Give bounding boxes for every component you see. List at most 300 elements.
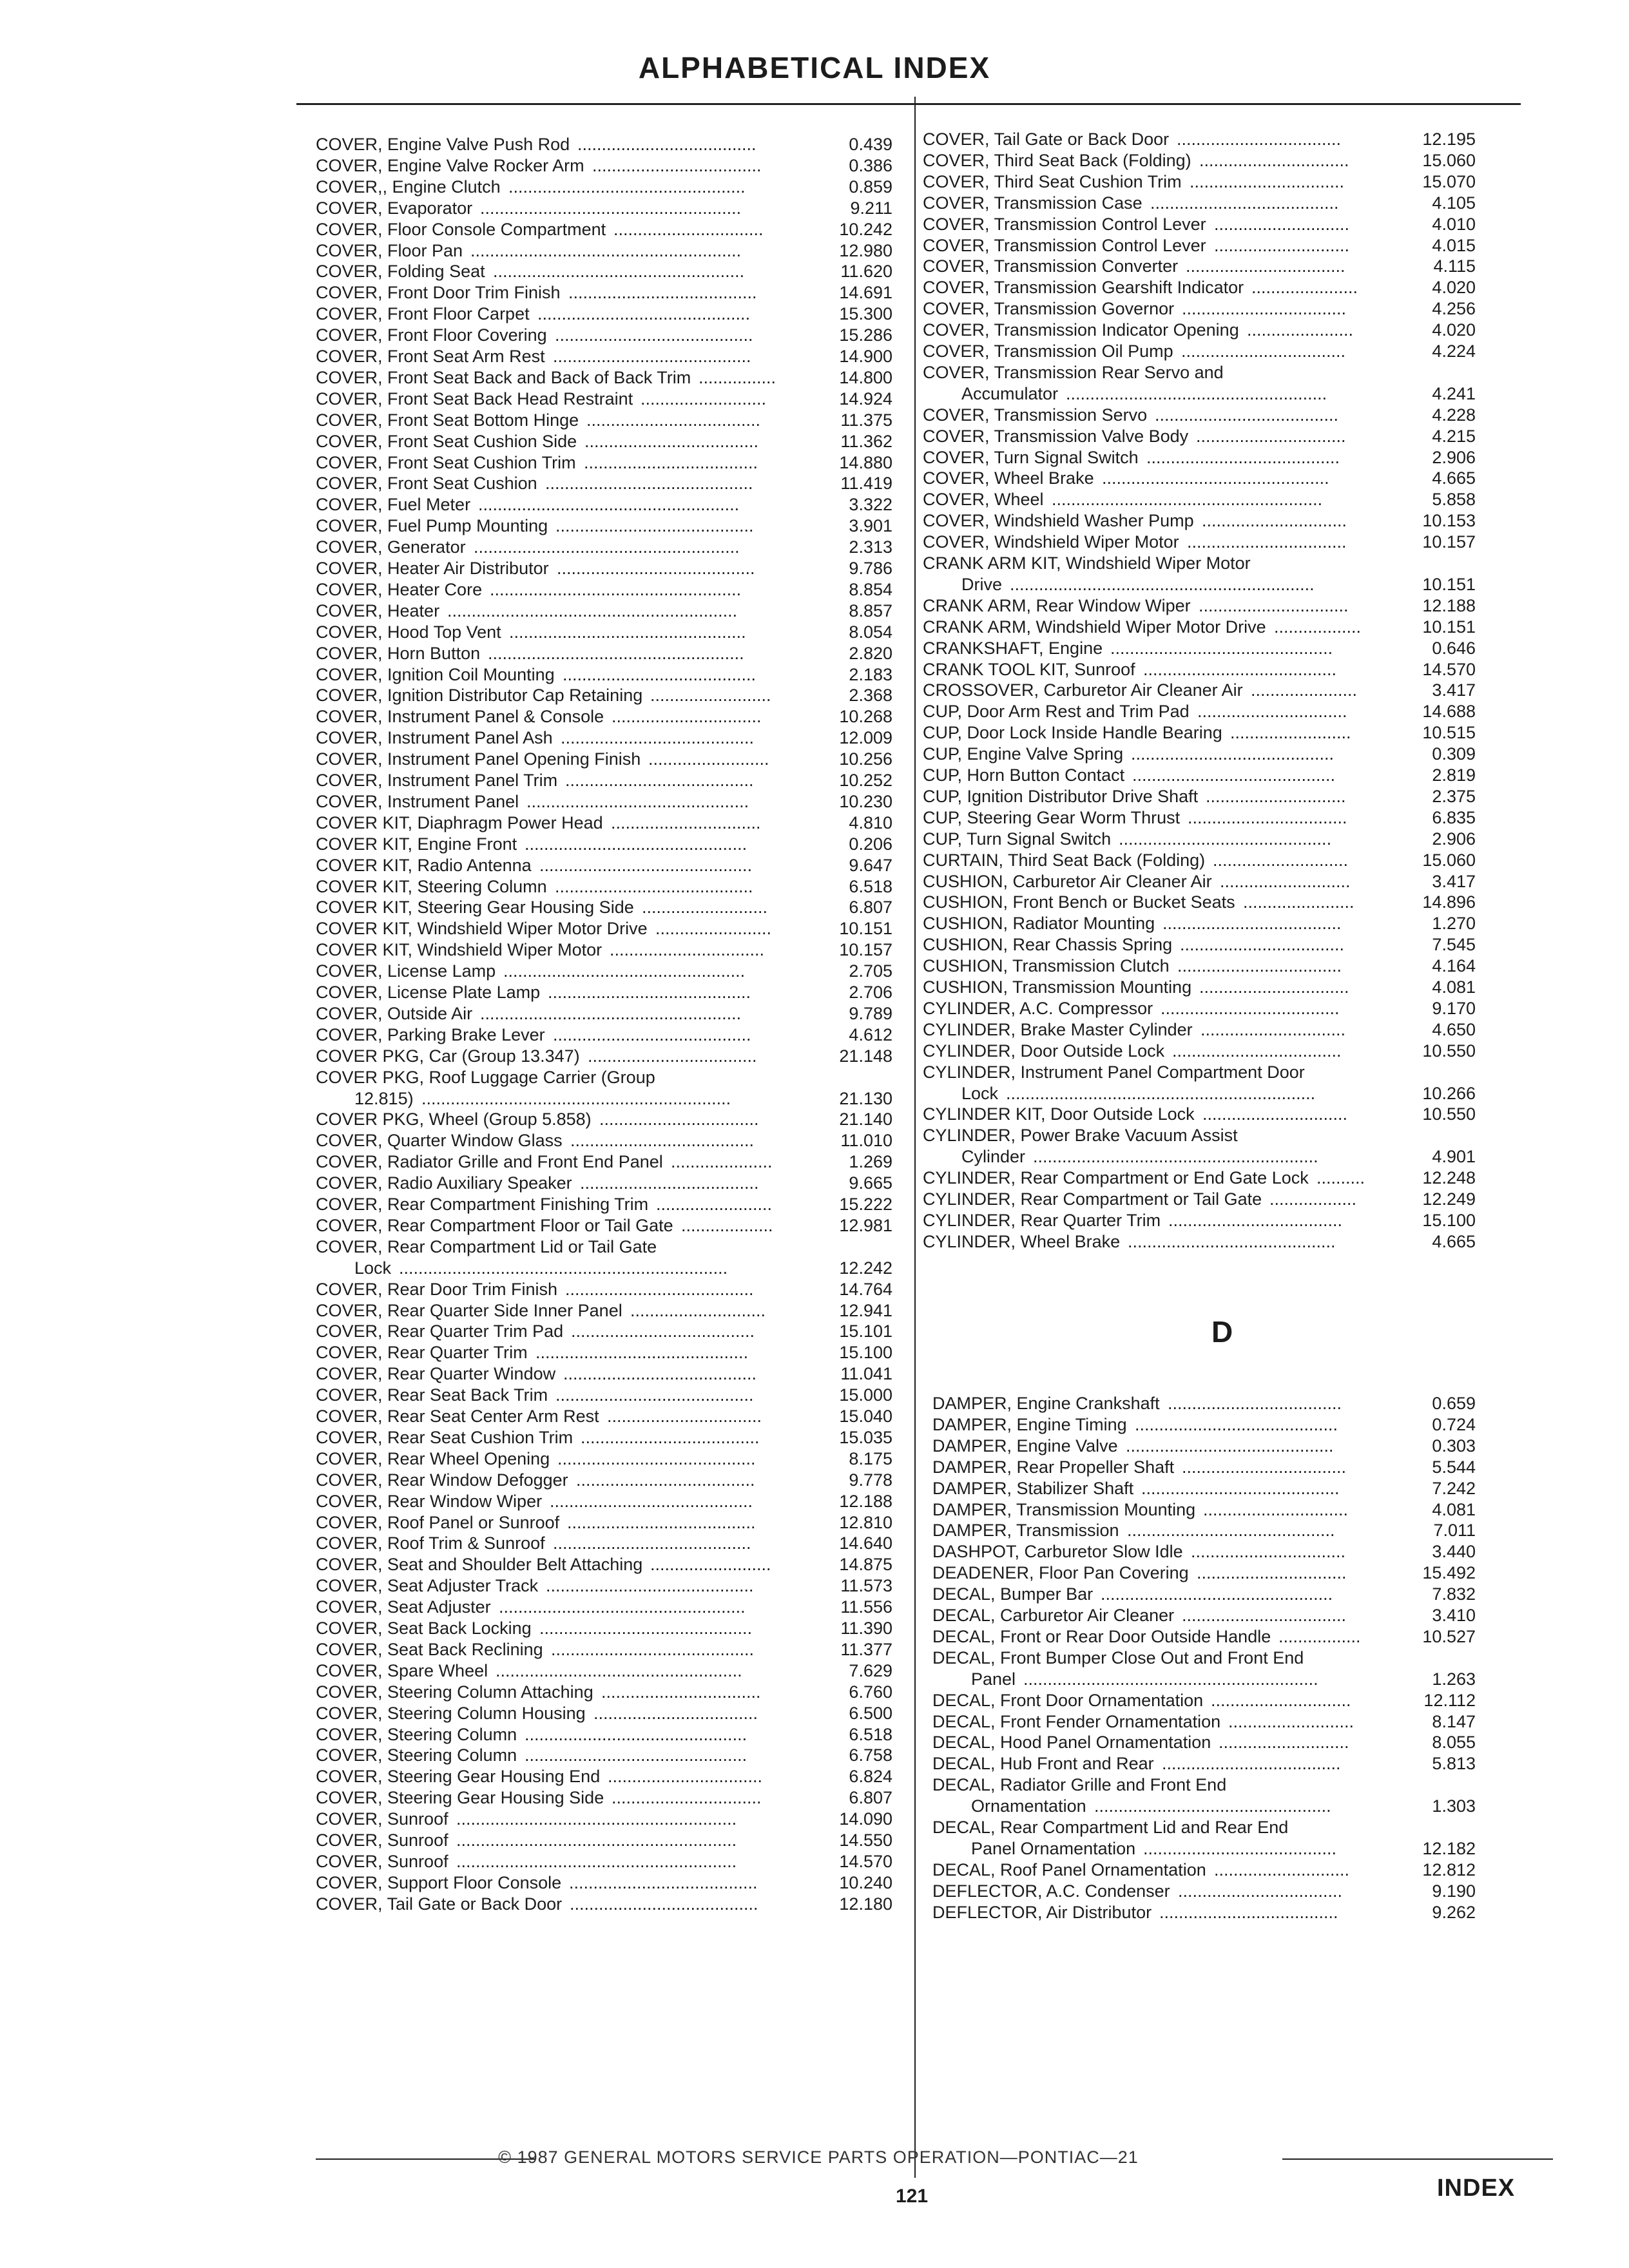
index-entry-term: COVER, Front Seat Cushion Trim <box>316 452 576 472</box>
leader-dots: .................................. <box>1182 1457 1347 1477</box>
index-entry-page: 2.368 <box>849 686 892 706</box>
index-entry-term: COVER, Front Floor Covering <box>316 325 547 345</box>
index-entry-term: COVER, Support Floor Console <box>316 1872 562 1892</box>
index-entry <box>316 601 439 621</box>
leader-dots: ........................................ <box>563 1364 757 1384</box>
index-entry <box>932 1605 1174 1626</box>
index-entry-page: 10.153 <box>1422 511 1476 531</box>
index-entry-page: 10.550 <box>1422 1104 1476 1124</box>
index-entry-page: 11.419 <box>840 474 892 494</box>
index-entry <box>316 1809 448 1829</box>
index-entry-page: 4.228 <box>1432 405 1476 425</box>
leader-dots: ................................. <box>1186 256 1345 276</box>
index-entry-term: CUSHION, Carburetor Air Cleaner Air <box>923 871 1212 891</box>
leader-dots: ................................................. <box>1094 1796 1331 1816</box>
index-entry-term: COVER, Steering Column Housing <box>316 1703 586 1723</box>
index-entry <box>316 1724 517 1745</box>
index-entry-term: DEADENER, Floor Pan Covering <box>932 1563 1189 1583</box>
leader-dots: .................. <box>1274 617 1362 637</box>
section-letter-d: D <box>1211 1315 1233 1349</box>
leader-dots: .............................................. <box>1110 638 1333 658</box>
index-entry <box>316 1703 586 1724</box>
index-entry-term: CYLINDER KIT, Door Outside Lock <box>923 1104 1195 1124</box>
index-entry-term: COVER, Seat Adjuster Track <box>316 1576 539 1596</box>
index-entry-page: 0.646 <box>1432 638 1476 658</box>
index-entry-page: 6.807 <box>849 1788 892 1808</box>
index-entry-term: DECAL, Carburetor Air Cleaner <box>932 1606 1175 1625</box>
leader-dots: ................................................. <box>508 177 746 197</box>
index-entry-term: COVER, Parking Brake Lever <box>316 1024 545 1044</box>
index-entry-page: 12.249 <box>1422 1189 1476 1209</box>
index-entry-term: COVER, Roof Panel or Sunroof <box>316 1512 560 1532</box>
index-entry-term: COVER,, Engine Clutch <box>316 177 501 197</box>
index-entry <box>932 1648 1304 1668</box>
index-entry <box>316 219 606 240</box>
index-entry <box>316 1130 563 1151</box>
index-entry <box>923 913 1155 934</box>
index-entry-term: DECAL, Front Fender Ornamentation <box>932 1711 1221 1731</box>
leader-dots: .................................... <box>584 452 758 472</box>
index-entry-term: CYLINDER, Rear Quarter Trim <box>923 1210 1161 1230</box>
index-entry-term: 12.815) <box>354 1088 414 1108</box>
index-entry-term: CYLINDER, Power Brake Vacuum Assist <box>923 1126 1238 1146</box>
index-entry <box>316 1851 448 1872</box>
index-entry <box>923 426 1188 447</box>
index-entry-term: CUSHION, Transmission Clutch <box>923 956 1170 976</box>
index-entry-term: COVER, Rear Quarter Trim Pad <box>316 1321 564 1341</box>
leader-dots: ....................................................... <box>474 537 740 557</box>
leader-dots: ............................... <box>1199 977 1349 997</box>
index-entry-page: 4.164 <box>1432 956 1476 976</box>
leader-dots: ........................... <box>1220 871 1351 891</box>
index-entry <box>971 1669 1016 1689</box>
index-entry-page: 6.760 <box>849 1682 892 1702</box>
column-divider <box>914 97 916 2178</box>
index-entry <box>316 515 548 536</box>
leader-dots: .......................................... <box>1131 744 1335 764</box>
index-entry <box>932 1478 1133 1499</box>
index-entry <box>316 918 648 939</box>
leader-dots: ...................................... <box>571 1321 755 1341</box>
leader-dots: .......................... <box>642 898 768 918</box>
index-entry <box>923 1168 1309 1188</box>
index-entry <box>316 261 485 282</box>
leader-dots: ......................................... <box>553 1024 751 1044</box>
index-entry <box>316 579 482 600</box>
index-entry <box>316 452 576 473</box>
index-entry <box>923 320 1239 340</box>
title-rule <box>296 103 1521 105</box>
leader-dots: .................................. <box>1181 341 1346 361</box>
index-entry-page: 7.832 <box>1432 1584 1476 1604</box>
index-entry-page: 4.020 <box>1432 278 1476 298</box>
index-entry <box>316 1067 655 1088</box>
leader-dots: ................................. <box>1188 807 1347 827</box>
leader-dots: ......................................... <box>555 325 753 345</box>
index-entry-term: COVER, Rear Compartment Lid or Tail Gate <box>316 1236 657 1256</box>
index-entry-term: COVER, Instrument Panel Trim <box>316 771 558 790</box>
index-entry <box>316 622 501 642</box>
index-entry <box>971 1838 1135 1859</box>
leader-dots: ......................................... <box>555 1385 754 1405</box>
index-entry-term: COVER, Floor Console Compartment <box>316 219 606 239</box>
index-entry <box>316 1406 599 1427</box>
index-entry-page: 14.570 <box>1422 659 1476 679</box>
index-entry <box>354 1258 391 1278</box>
index-entry-term: COVER PKG, Roof Luggage Carrier (Group <box>316 1067 655 1087</box>
leader-dots: ....................................... <box>567 1512 756 1532</box>
index-entry <box>316 1300 622 1321</box>
leader-dots: ....................................... <box>570 1894 758 1914</box>
index-entry-page: 14.880 <box>839 452 892 472</box>
index-entry-term: COVER, Ignition Coil Mounting <box>316 664 555 684</box>
index-entry-term: COVER KIT, Steering Column <box>316 876 547 896</box>
leader-dots: .................................. <box>1182 299 1347 319</box>
index-entry-page: 15.222 <box>839 1195 892 1214</box>
leader-dots: ................ <box>699 367 776 387</box>
index-entry-term: COVER, Folding Seat <box>316 262 485 282</box>
index-entry-term: DECAL, Radiator Grille and Front End <box>932 1775 1227 1795</box>
index-entry <box>923 595 1191 616</box>
index-entry-page: 14.924 <box>839 389 892 408</box>
index-entry <box>316 1766 600 1787</box>
index-entry-page: 3.440 <box>1432 1542 1476 1562</box>
index-entry-term: COVER, Instrument Panel <box>316 791 519 811</box>
leader-dots: ................. <box>1278 1626 1361 1646</box>
index-entry <box>971 1796 1086 1816</box>
index-entry-page: 5.544 <box>1432 1457 1476 1477</box>
index-entry <box>923 489 1044 510</box>
index-entry <box>316 1215 673 1236</box>
index-entry <box>316 558 549 579</box>
index-entry-term: COVER, Third Seat Back (Folding) <box>923 150 1191 170</box>
index-entry-page: 12.009 <box>839 728 892 748</box>
leader-dots: .............................. <box>1202 511 1347 531</box>
index-entry <box>923 1019 1193 1040</box>
index-entry-term: COVER, Rear Compartment Floor or Tail Gate <box>316 1215 673 1235</box>
index-entry-page: 10.151 <box>839 919 892 939</box>
index-entry <box>932 1817 1288 1838</box>
leader-dots: ............................... <box>1196 426 1346 446</box>
leader-dots: .............................. <box>1202 1104 1348 1124</box>
leader-dots: .......................................... <box>551 1639 755 1659</box>
index-entry-term: COVER, Instrument Panel Opening Finish <box>316 749 641 769</box>
index-entry-page: 10.151 <box>1422 574 1476 594</box>
index-entry-term: COVER, Wheel Brake <box>923 468 1094 488</box>
index-entry-term: COVER, Rear Seat Back Trim <box>316 1385 548 1405</box>
index-entry-page: 9.786 <box>849 559 892 578</box>
leader-dots: .......................................... <box>1135 1414 1338 1434</box>
leader-dots: ...................................................... <box>480 198 742 218</box>
index-entry-page: 8.857 <box>849 601 892 620</box>
index-entry <box>923 214 1206 235</box>
index-entry-term: DAMPER, Engine Valve <box>932 1436 1118 1456</box>
leader-dots: ..................................... <box>576 1470 755 1490</box>
leader-dots: .................................. <box>1178 1881 1343 1901</box>
index-entry-term: CRANK ARM, Windshield Wiper Motor Drive <box>923 617 1266 637</box>
index-entry-term: DECAL, Front Bumper Close Out and Front End <box>932 1648 1304 1667</box>
leader-dots: .......... <box>1316 1168 1365 1188</box>
index-entry-page: 8.147 <box>1432 1711 1476 1731</box>
index-entry-page: 9.789 <box>849 1003 892 1023</box>
index-entry <box>316 1046 580 1066</box>
index-entry-page: 14.900 <box>839 347 892 366</box>
index-entry <box>923 235 1206 256</box>
index-entry-term: COVER, Rear Compartment Finishing Trim <box>316 1195 649 1214</box>
index-entry-page: 2.819 <box>1432 765 1476 785</box>
index-entry-term: COVER, Horn Button <box>316 643 481 663</box>
index-entry-page: 4.612 <box>849 1024 892 1044</box>
leader-dots: ........................................ <box>1143 1838 1337 1858</box>
index-entry-page: 2.183 <box>849 664 892 684</box>
footer-copyright: © 1987 GENERAL MOTORS SERVICE PARTS OPERATION—PONTIAC—21 <box>498 2148 1139 2167</box>
index-entry-page: 10.252 <box>839 771 892 790</box>
index-entry <box>316 1321 563 1341</box>
index-entry-page: 6.518 <box>849 876 892 896</box>
index-entry-term: COVER, Front Floor Carpet <box>316 304 530 324</box>
leader-dots: ............................................ <box>1119 829 1332 849</box>
leader-dots: ......................................... <box>1141 1478 1340 1498</box>
index-entry-page: 14.691 <box>839 283 892 303</box>
index-entry <box>316 367 691 388</box>
index-entry <box>923 171 1182 192</box>
index-entry-term: COVER, Steering Gear Housing End <box>316 1767 601 1787</box>
index-entry-term: COVER, Rear Door Trim Finish <box>316 1279 558 1299</box>
leader-dots: ................................. <box>1187 532 1347 552</box>
index-entry-term: DAMPER, Stabilizer Shaft <box>932 1478 1134 1498</box>
leader-dots: ............................. <box>1211 1690 1351 1710</box>
index-entry-page: 12.188 <box>839 1491 892 1511</box>
index-entry <box>923 468 1094 488</box>
index-entry <box>316 177 501 197</box>
index-entry <box>316 1470 568 1490</box>
index-entry <box>316 643 480 664</box>
index-entry-term: COVER PKG, Car (Group 13.347) <box>316 1046 580 1066</box>
index-entry-term: CROSSOVER, Carburetor Air Cleaner Air <box>923 680 1243 700</box>
index-entry-page: 9.190 <box>1432 1881 1476 1901</box>
index-entry-page: 11.362 <box>840 431 892 451</box>
leader-dots: .................................. <box>1177 956 1342 976</box>
index-entry-term: COVER, Seat Adjuster <box>316 1597 491 1617</box>
index-entry-page: 11.375 <box>840 410 892 430</box>
index-entry-page: 2.820 <box>849 643 892 663</box>
leader-dots: ....................................... <box>568 283 757 303</box>
leader-dots: .............................. <box>1200 1019 1346 1039</box>
index-entry-term: COVER, Engine Valve Rocker Arm <box>316 155 584 175</box>
index-entry-term: Ornamentation <box>971 1796 1086 1816</box>
index-entry-page: 12.112 <box>1423 1690 1476 1710</box>
index-entry <box>316 1787 604 1808</box>
index-entry-term: COVER, Instrument Panel & Console <box>316 707 604 727</box>
index-entry-page: 12.812 <box>1422 1860 1476 1879</box>
index-entry-term: CUSHION, Radiator Mounting <box>923 914 1155 934</box>
index-entry-term: COVER KIT, Windshield Wiper Motor <box>316 940 602 960</box>
index-entry-page: 0.303 <box>1432 1436 1476 1456</box>
index-entry <box>316 1151 663 1172</box>
index-entry-term: COVER, Instrument Panel Ash <box>316 728 553 748</box>
index-entry-term: COVER, Front Seat Bottom Hinge <box>316 410 579 430</box>
leader-dots: .............................................. <box>525 834 747 854</box>
index-entry-page: 1.303 <box>1432 1796 1476 1816</box>
index-entry-page: 21.148 <box>839 1046 892 1066</box>
index-entry-term: CYLINDER, Wheel Brake <box>923 1231 1121 1251</box>
index-entry <box>923 341 1173 361</box>
index-entry-page: 4.241 <box>1432 383 1476 403</box>
index-entry-term: COVER, Spare Wheel <box>316 1660 488 1680</box>
index-entry <box>932 1414 1127 1435</box>
index-entry-page: 4.810 <box>849 812 892 832</box>
index-entry-page: 2.313 <box>849 537 892 557</box>
index-entry <box>932 1881 1170 1901</box>
index-entry-page: 14.875 <box>839 1555 892 1575</box>
leader-dots: .................................... <box>584 431 759 451</box>
index-entry-term: Lock <box>354 1258 392 1278</box>
index-entry <box>923 447 1139 468</box>
index-entry-term: COVER, Transmission Control Lever <box>923 235 1206 255</box>
index-entry-term: COVER KIT, Engine Front <box>316 834 517 854</box>
index-entry <box>923 722 1222 743</box>
index-entry-page: 0.386 <box>849 155 892 175</box>
index-entry-term: DECAL, Hood Panel Ornamentation <box>932 1733 1211 1753</box>
index-entry-term: COVER, Windshield Washer Pump <box>923 511 1194 531</box>
index-entry-page: 8.055 <box>1432 1733 1476 1753</box>
index-entry <box>932 1499 1195 1520</box>
leader-dots: ......................... <box>650 686 771 706</box>
index-entry <box>961 1146 1025 1167</box>
leader-dots: ........................................... <box>1128 1231 1336 1251</box>
index-entry-page: 4.081 <box>1432 977 1476 997</box>
index-entry <box>316 1024 545 1045</box>
index-entry-term: CUP, Ignition Distributor Drive Shaft <box>923 786 1199 806</box>
index-entry-term: COVER, Hood Top Vent <box>316 622 501 642</box>
index-entry <box>961 574 1002 595</box>
index-entry-page: 12.180 <box>839 1894 892 1914</box>
index-entry <box>316 325 547 345</box>
index-entry <box>316 282 561 303</box>
index-entry-page: 10.240 <box>839 1872 892 1892</box>
leader-dots: .................................... <box>1168 1394 1342 1413</box>
index-entry <box>923 659 1135 680</box>
index-entry <box>932 1902 1152 1923</box>
leader-dots: ........................................................ <box>1052 490 1323 510</box>
index-entry-page: 12.242 <box>839 1258 892 1278</box>
index-entry <box>932 1562 1189 1583</box>
index-entry-term: DEFLECTOR, Air Distributor <box>932 1902 1152 1922</box>
index-entry <box>316 982 540 1003</box>
index-entry-page: 2.906 <box>1432 447 1476 467</box>
leader-dots: ...................... <box>1247 320 1354 340</box>
index-entry <box>316 1194 648 1215</box>
leader-dots: ............................... <box>612 707 762 727</box>
leader-dots: ....................................... <box>569 1872 758 1892</box>
index-entry-term: COVER, Radiator Grille and Front End Panel <box>316 1152 663 1172</box>
index-entry-term: COVER, Front Seat Cushion Side <box>316 431 577 451</box>
leader-dots: ................................. <box>599 1110 759 1129</box>
index-entry-page: 10.230 <box>839 791 892 811</box>
index-entry <box>316 1575 538 1596</box>
index-entry-page: 3.417 <box>1432 680 1476 700</box>
index-entry <box>316 537 466 557</box>
index-entry-page: 3.417 <box>1432 871 1476 891</box>
leader-dots: ................................................... <box>496 1660 742 1680</box>
leader-dots: ...................................................... <box>1066 383 1327 403</box>
index-entry <box>316 1597 491 1617</box>
index-entry-term: COVER KIT, Radio Antenna <box>316 855 532 875</box>
index-entry-page: 1.263 <box>1432 1669 1476 1689</box>
index-entry <box>923 680 1243 700</box>
leader-dots: ......................................... <box>557 559 755 578</box>
leader-dots: ......................................... <box>553 347 751 366</box>
index-entry-page: 6.758 <box>849 1745 892 1765</box>
leader-dots: ............................ <box>630 1300 766 1320</box>
leader-dots: ........................................ <box>561 728 755 748</box>
index-entry-term: DAMPER, Transmission Mounting <box>932 1499 1196 1519</box>
index-entry-page: 4.650 <box>1432 1019 1476 1039</box>
index-entry-term: COVER, Transmission Indicator Opening <box>923 320 1239 340</box>
index-entry-term: Panel Ornamentation <box>971 1838 1136 1858</box>
leader-dots: .............................................. <box>525 1745 747 1765</box>
index-entry <box>316 834 517 854</box>
index-entry <box>316 727 553 748</box>
index-entry-page: 8.054 <box>849 622 892 642</box>
leader-dots: ................................ <box>610 940 765 960</box>
index-entry <box>923 744 1123 764</box>
index-entry-page: 10.268 <box>839 707 892 727</box>
index-entry-term: CYLINDER, Instrument Panel Compartment Door <box>923 1062 1305 1082</box>
index-entry-term: COVER, Transmission Rear Servo and <box>923 362 1224 382</box>
index-entry-term: DEFLECTOR, A.C. Condenser <box>932 1881 1170 1901</box>
index-entry-term: COVER, Front Seat Back and Back of Back Trim <box>316 367 691 387</box>
index-entry-term: COVER, Windshield Wiper Motor <box>923 532 1179 552</box>
index-entry-page: 4.901 <box>1432 1147 1476 1167</box>
index-entry-term: DECAL, Rear Compartment Lid and Rear End <box>932 1818 1289 1837</box>
leader-dots: ............................... <box>1199 150 1349 170</box>
leader-dots: ............................................ <box>535 1343 749 1363</box>
index-entry-term: Panel <box>971 1669 1016 1689</box>
leader-dots: ................................ <box>607 1407 762 1426</box>
index-entry-page: 3.322 <box>849 495 892 515</box>
leader-dots: .......................................... <box>548 983 751 1002</box>
index-entry <box>316 134 570 155</box>
leader-dots: ................................ <box>1191 1542 1346 1562</box>
leader-dots: ........................................................... <box>1033 1147 1318 1167</box>
index-entry-term: COVER, Transmission Oil Pump <box>923 341 1173 361</box>
index-entry-page: 12.810 <box>839 1512 892 1532</box>
leader-dots: .................................... <box>1168 1210 1343 1230</box>
leader-dots: ............................................................. <box>1023 1669 1318 1689</box>
index-entry-term: COVER, Sunroof <box>316 1809 448 1829</box>
leader-dots: ....................................... <box>565 1279 754 1299</box>
leader-dots: ...................................................... <box>480 1003 742 1023</box>
index-entry-term: COVER, Steering Column <box>316 1724 517 1744</box>
leader-dots: .......................... <box>1228 1711 1354 1731</box>
leader-dots: .......................................... <box>1132 765 1336 785</box>
index-entry-term: COVER, Steering Gear Housing Side <box>316 1788 604 1808</box>
page-number: 121 <box>896 2186 929 2207</box>
index-entry <box>923 553 1251 573</box>
index-entry-page: 10.527 <box>1422 1626 1476 1646</box>
index-entry-term: COVER, Front Door Trim Finish <box>316 283 561 303</box>
index-entry-page: 14.764 <box>839 1279 892 1299</box>
index-entry <box>316 1173 572 1193</box>
leader-dots: ................................................................ <box>1006 1083 1316 1103</box>
index-entry <box>923 977 1191 997</box>
index-entry-page: 4.215 <box>1432 426 1476 446</box>
index-entry-term: COVER, Steering Column <box>316 1745 517 1765</box>
index-entry <box>316 198 472 218</box>
leader-dots: .................................. <box>1182 1606 1347 1625</box>
leader-dots: ................................................ <box>1101 1584 1333 1604</box>
